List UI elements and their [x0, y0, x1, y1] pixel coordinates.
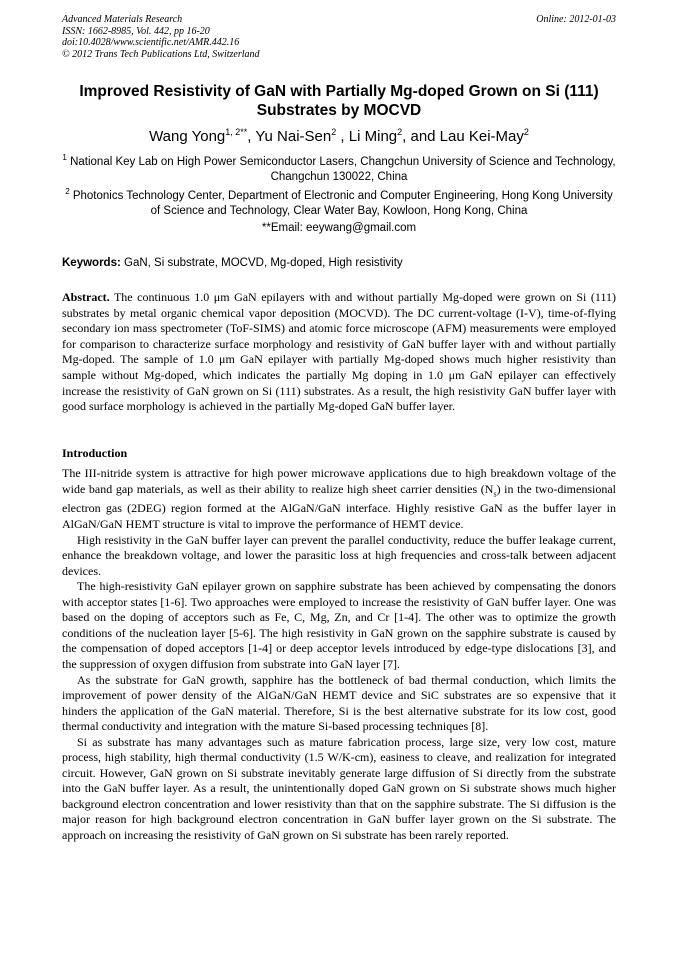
author-name: , and Lau Kei-May	[402, 128, 524, 145]
abstract-text: The continuous 1.0 μm GaN epilayers with and without partially Mg-doped were grown on Si (111) substrates by metal organic chemical vapor deposition (MOCVD). The DC current-voltage (I-V), time-of-flying secondary ion mass spectrometer (ToF-SIMS) and atomic force microscope (AFM) measurements were employed for comparison to characterize surface morphology and resistivity of GaN buffer layer with and without partially Mg-doped. The sample of 1.0 μm GaN epilayer with partially Mg-doped shows much higher resistivity than sample without Mg-doped, which indicates the partially Mg doping in 1.0 μm GaN epilayer can effectively increase the resistivity of GaN grown on Si (111) substrates. As a result, the high resistivity GaN buffer layer with good surface morphology is achieved in the partially Mg-doped GaN buffer layer.	[62, 290, 616, 414]
paragraph: High resistivity in the GaN buffer layer can prevent the parallel conductivity, reduce the buffer leakage current, enhance the breakdown voltage, and lower the parasitic loss at high frequencies and cross-talk between adjacent devices.	[62, 532, 616, 578]
doi-line: doi:10.4028/www.scientific.net/AMR.442.16	[62, 37, 240, 48]
affiliation-text: National Key Lab on High Power Semiconductor Lasers, Changchun University of Science and Technology, Changchun 130022, China	[70, 155, 616, 183]
author-affil-mark: 2	[331, 127, 337, 137]
author-affil-mark: 2	[397, 127, 403, 137]
paper-title: Improved Resistivity of GaN with Partially Mg-doped Grown on Si (111) Substrates by MOCVD	[79, 83, 599, 119]
author-list	[40, 123, 638, 146]
copyright-line: © 2012 Trans Tech Publications Ltd, Switzerland	[62, 48, 260, 60]
online-date: Online: 2012-01-03	[536, 14, 616, 25]
keywords	[62, 256, 616, 271]
subscript: s	[493, 488, 497, 498]
author-affil-mark: 2	[523, 127, 529, 137]
author-name: , Li Ming	[336, 128, 398, 145]
affiliation-text: Photonics Technology Center, Department of Electronic and Computer Engineering, Hong Kong University of Science and Technology, Clear Water Bay, Kowloon, Hong Kong, China	[72, 189, 613, 217]
keywords-text: GaN, Si substrate, MOCVD, Mg-doped, High resistivity	[124, 257, 403, 269]
paragraph-text: The III-nitride system is attractive for high power microwave applications due to high breakdown voltage of the wide band gap materials, as well as their ability to realize high sheet carrier densities (N	[62, 466, 616, 496]
author-affil-mark: 1, 2**	[225, 127, 248, 137]
author-name: , Yu Nai-Sen	[247, 128, 332, 145]
affiliation-number: 1	[62, 153, 67, 162]
paragraph: The high-resistivity GaN epilayer grown on sapphire substrate has been achieved by compensating the donors with acceptor states [1-6]. Two approaches were employed to increase the resistivity of GaN buffer layer. One was based on the doping of acceptors such as Fe, C, Mg, Zn, and Cr [1-4]. The other was to optimize the growth conditions of the nucleation layer [5-6]. The high resistivity in GaN grown on the sapphire substrate is caused by the compensation of doped acceptors [1-4] or deep acceptor levels introduced by edge-type dislocations [3], and the suppression of oxygen diffusion from substrate into GaN layer [7].	[62, 579, 616, 671]
section-heading-introduction: Introduction	[62, 446, 128, 460]
contact-email: **Email: eeywang@gmail.com	[261, 222, 417, 234]
affiliation-2	[62, 184, 616, 219]
abstract-label: Abstract.	[62, 290, 110, 304]
keywords-label: Keywords:	[62, 257, 121, 269]
abstract	[62, 290, 616, 415]
journal-name: Advanced Materials Research	[62, 14, 183, 25]
introduction-body	[62, 466, 616, 844]
affiliation-1	[62, 150, 616, 185]
paragraph: As the substrate for GaN growth, sapphire has the bottleneck of bad thermal conduction, which limits the improvement of power density of the AlGaN/GaN HEMT device and SiC substrates are so expensive that it hinders the application of the GaN material. Therefore, Si is the best alternative substrate for its low cost, good thermal conductivity and integration with the mature Si-based processing techniques [8].	[62, 672, 616, 734]
author-name: Wang Yong	[149, 128, 226, 145]
journal-header	[62, 14, 616, 60]
paragraph	[62, 466, 616, 533]
paragraph-text: ) in the two-dimensional electron gas (2DEG) region formed at the AlGaN/GaN interface. Highly resistive GaN as the buffer layer in AlGaN/GaN HEMT structure is vital to improve the performance of HEMT device.	[62, 481, 616, 532]
issn-line: ISSN: 1662-8985, Vol. 442, pp 16-20	[62, 25, 210, 37]
paragraph: Si as substrate has many advantages such as mature fabrication process, large size, very low cost, mature process, high stability, high thermal conductivity (1.5 W/K-cm), easiness to cleave, and realization for integrated circuit. However, GaN grown on Si substrate inevitably generate large diffusion of Si directly from the substrate into the GaN buffer layer. As a result, the unintentionally doped GaN grown on Si substrate shows much higher background electron concentration and lower resistivity than that on the sapphire substrate. The Si diffusion is the major reason for high background electron concentration in GaN buffer layer grown on the Si substrate. The approach on increasing the resistivity of GaN grown on Si substrate has been rarely reported.	[62, 734, 616, 842]
affiliation-number: 2	[65, 187, 70, 196]
